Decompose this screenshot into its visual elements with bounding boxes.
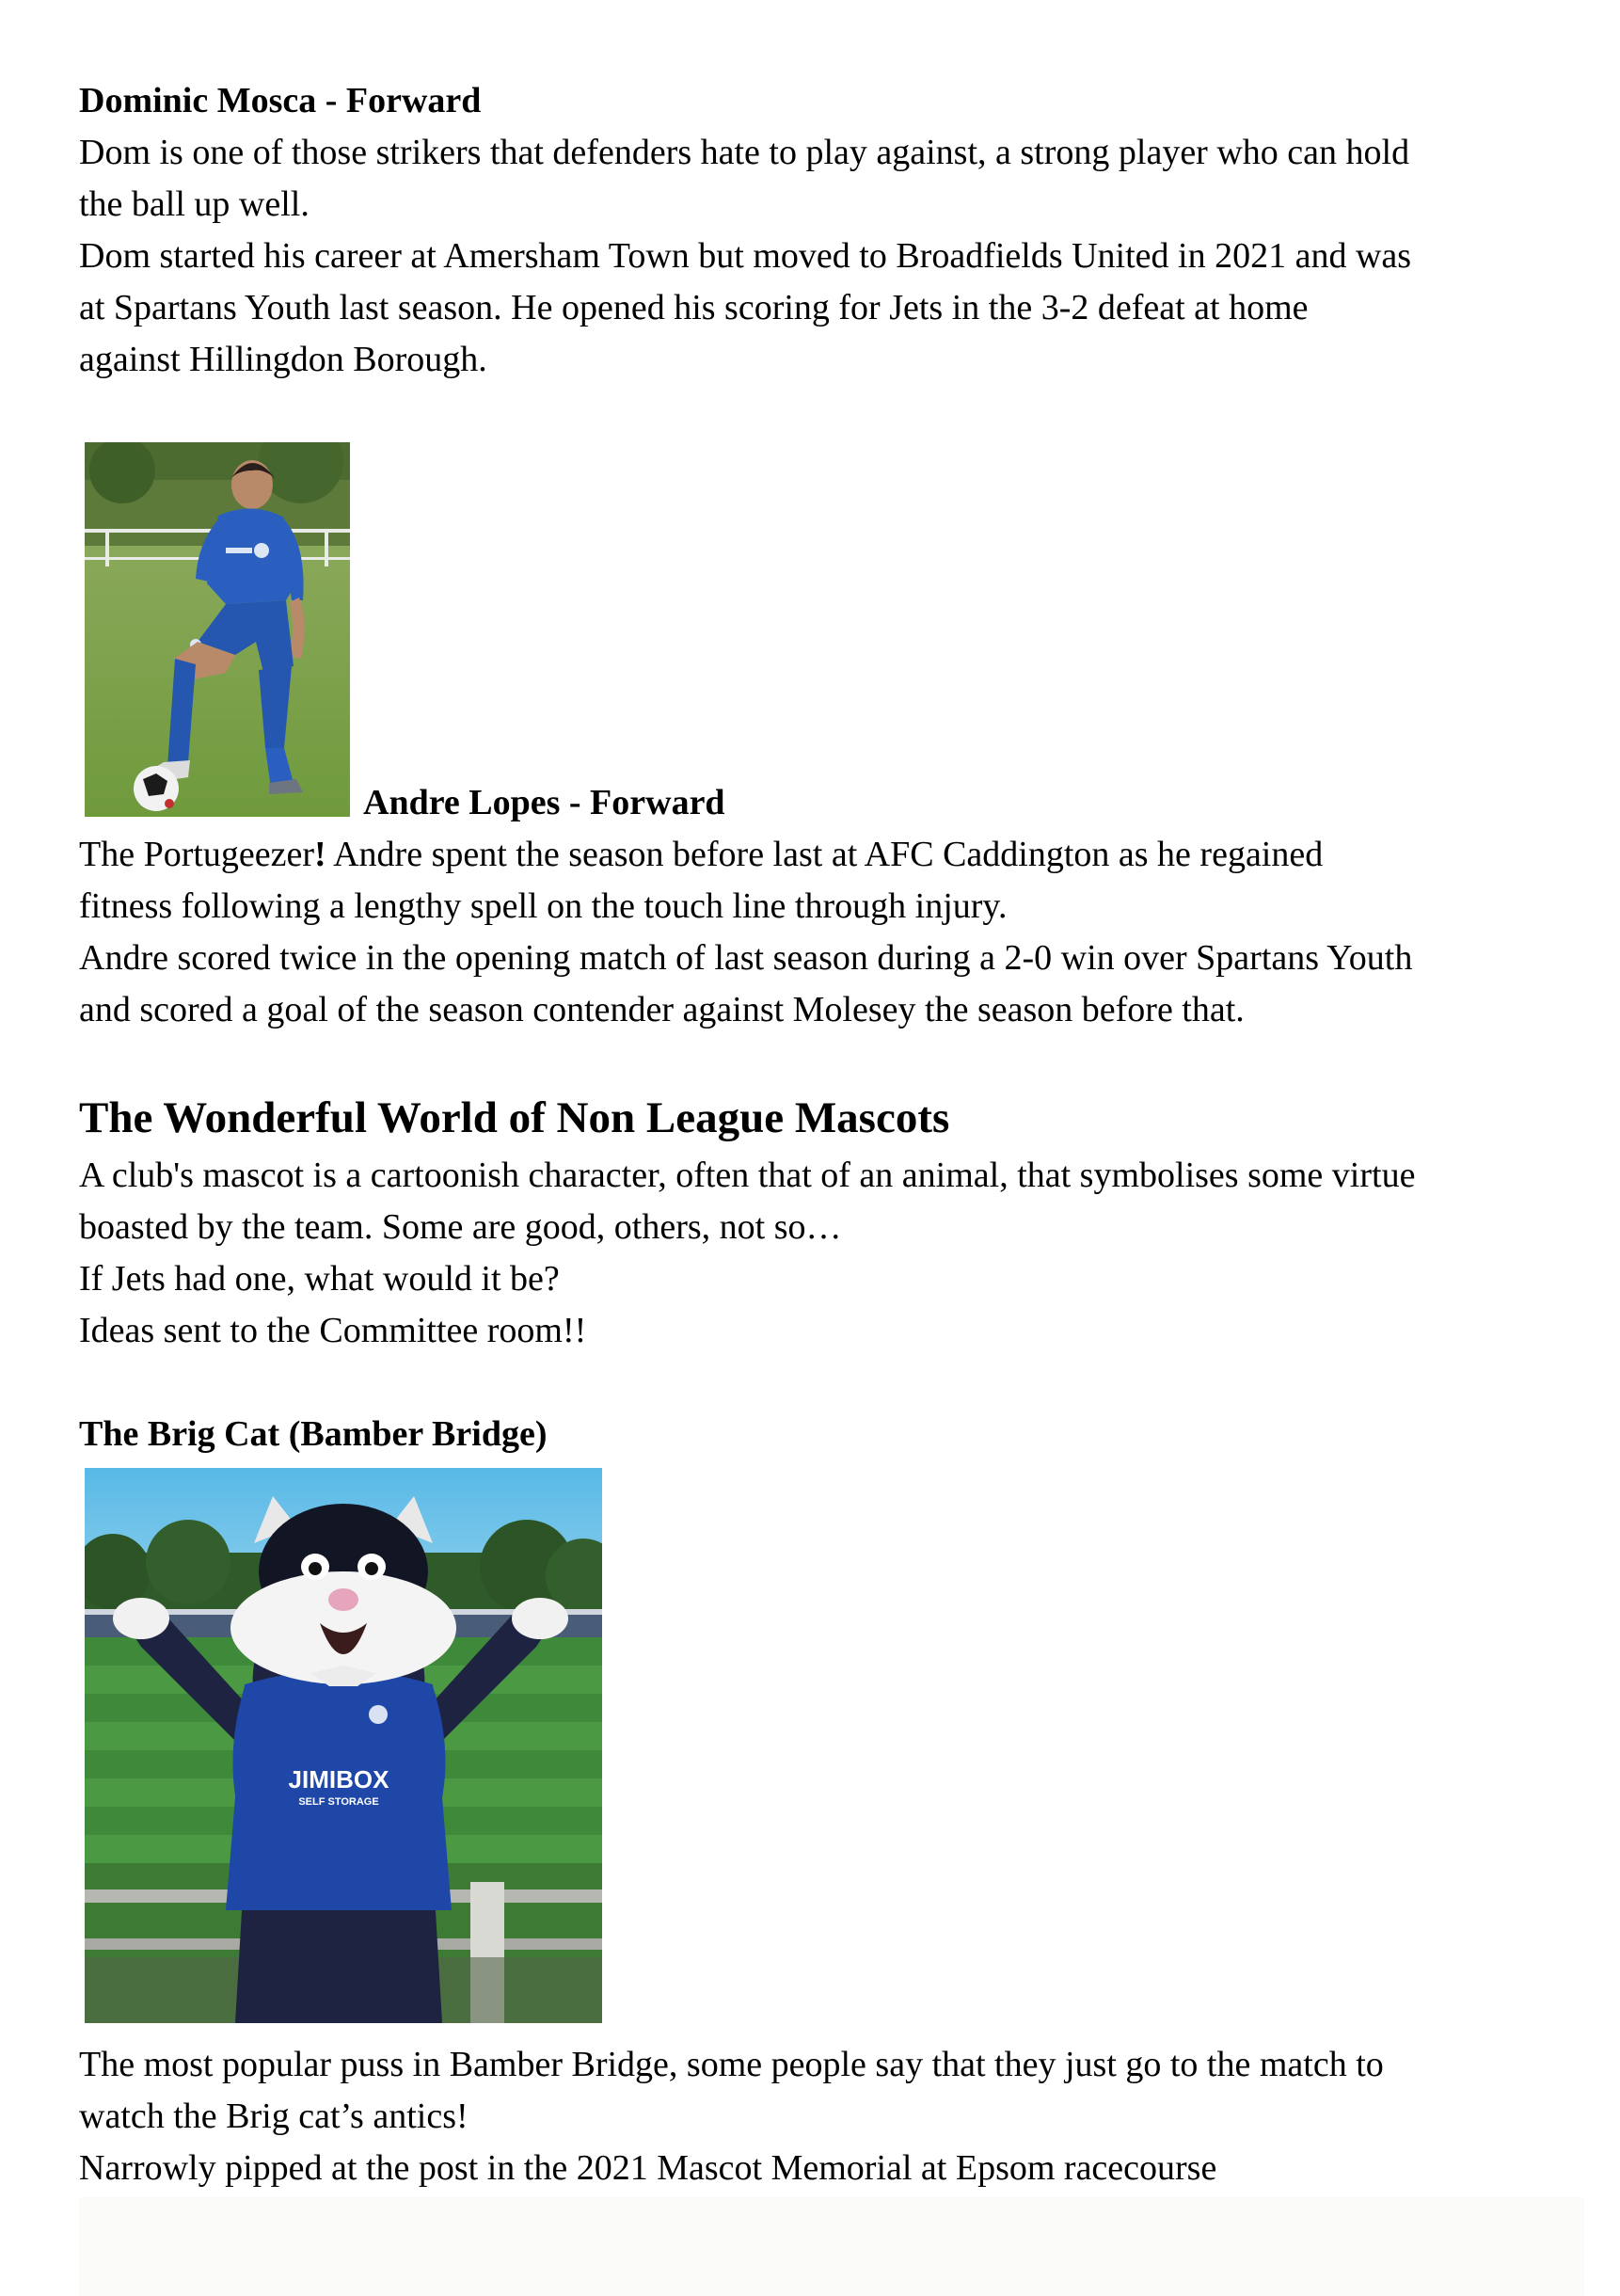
mascots-intro-line: boasted by the team. Some are good, others, not so…	[79, 1207, 842, 1247]
mascots-intro-line: Ideas sent to the Committee room!!	[79, 1311, 587, 1350]
andre-lopes-photo	[85, 442, 350, 817]
mosca-bio-line: at Spartans Youth last season. He opened his scoring for Jets in the 3-2 defeat at home	[79, 288, 1309, 327]
shirt-sponsor-sub: SELF STORAGE	[298, 1796, 379, 1808]
brig-cat-photo	[85, 1468, 602, 2023]
mascots-intro-line: A club's mascot is a cartoonish character, often that of an animal, that symbolises some virtue	[79, 1156, 1416, 1195]
brig-cat-text-line: Narrowly pipped at the post in the 2021 Mascot Memorial at Epsom racecourse	[79, 2148, 1217, 2188]
shirt-sponsor: JIMIBOX	[288, 1765, 389, 1794]
lopes-intro-rest: Andre spent the season before last at AFC Caddington as he regained	[326, 835, 1324, 874]
lopes-exclaim: !	[314, 835, 326, 874]
lopes-bio-line: and scored a goal of the season contender against Molesey the season before that.	[79, 990, 1245, 1029]
mosca-bio-line: Dom is one of those strikers that defenders hate to play against, a strong player who can hold	[79, 133, 1410, 172]
lopes-bio-line: fitness following a lengthy spell on the touch line through injury.	[79, 886, 1008, 926]
player-heading-lopes: Andre Lopes - Forward	[363, 783, 725, 822]
lopes-nickname: The Portugeezer	[79, 835, 315, 874]
mosca-bio-line: the ball up well.	[79, 184, 310, 224]
mosca-bio-line: against Hillingdon Borough.	[79, 340, 487, 379]
mascots-section-title: The Wonderful World of Non League Mascots	[79, 1093, 950, 1142]
mascots-intro-line: If Jets had one, what would it be?	[79, 1259, 560, 1299]
page-footer-area	[79, 2197, 1584, 2296]
brig-cat-heading: The Brig Cat (Bamber Bridge)	[79, 1414, 548, 1454]
player-heading-mosca: Dominic Mosca - Forward	[79, 81, 482, 120]
lopes-bio-intro	[79, 829, 1323, 881]
lopes-bio-line: Andre scored twice in the opening match of last season during a 2-0 win over Spartans Youth	[79, 938, 1413, 978]
brig-cat-text-line: watch the Brig cat’s antics!	[79, 2097, 469, 2136]
brig-cat-text-line: The most popular puss in Bamber Bridge, some people say that they just go to the match to	[79, 2045, 1384, 2084]
mosca-bio-line: Dom started his career at Amersham Town but moved to Broadfields United in 2021 and was	[79, 236, 1412, 276]
